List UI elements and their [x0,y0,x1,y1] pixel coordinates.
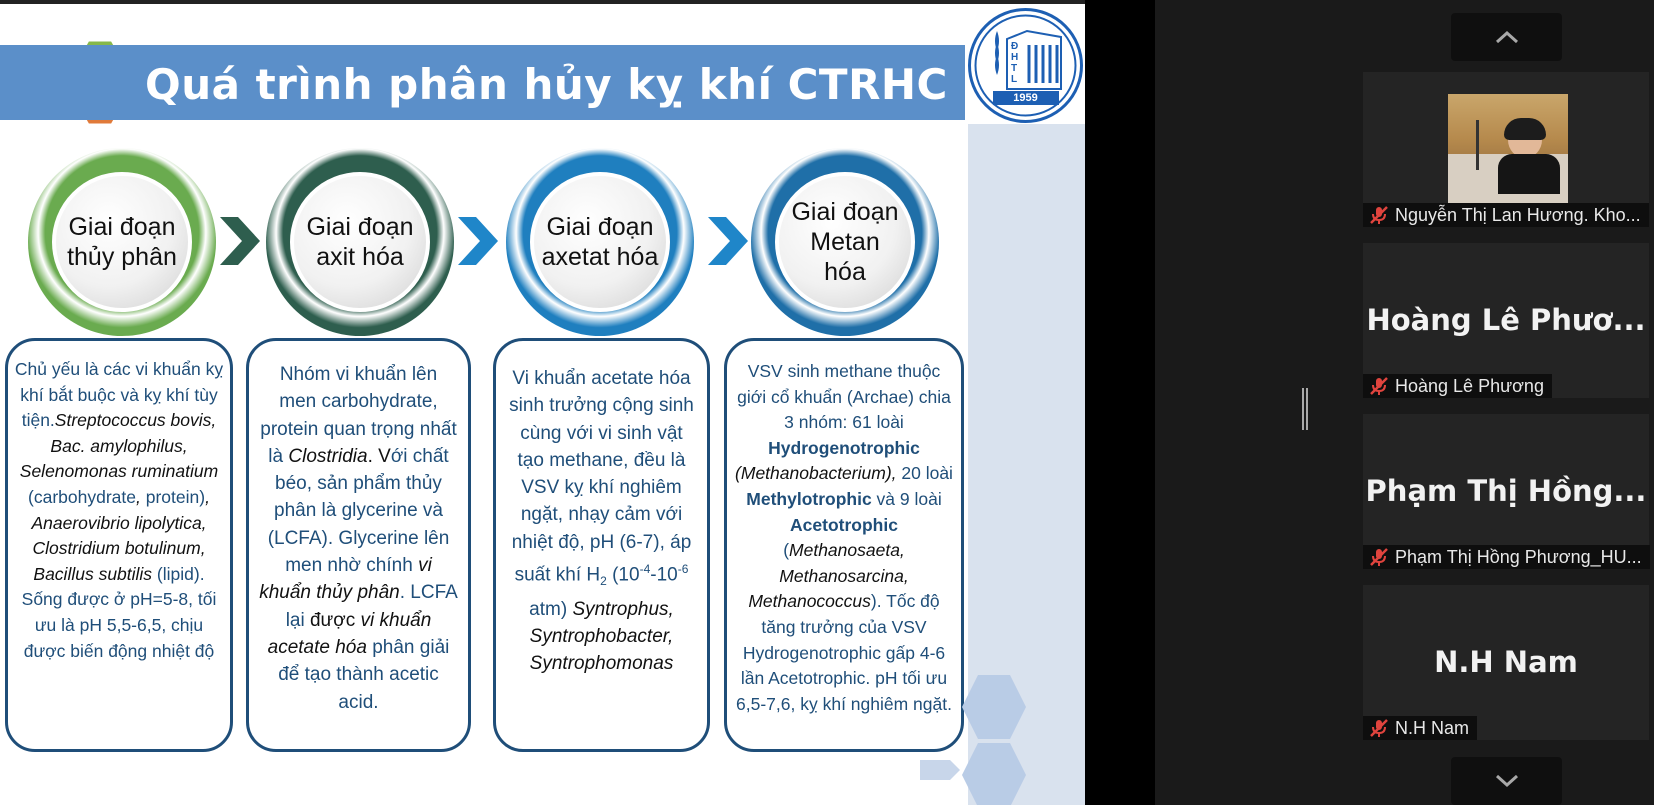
slide-title: Quá trình phân hủy kỵ khí CTRHC [145,60,948,109]
participant-display-name: Hoàng Lê Phươ... [1366,303,1646,337]
stage-label-line: hóa [824,258,866,286]
box-text-segment: Streptococcus bovis, Bac. amylophilus, Selenomonas ruminatium [19,410,219,482]
stage-circle-acetogenesis [506,148,694,336]
participant-name: Nguyễn Thị Lan Hương. Kho... [1395,205,1641,225]
box-text-segment: (Methanobacterium), [735,463,897,484]
participant-name: Phạm Thị Hồng Phương_HU... [1395,547,1642,567]
box-text-segment: Syntrophus, Syntrophobacter, Syntrophomonas [529,598,674,675]
box-text-segment: -10 [650,564,678,586]
panel-resize-handle[interactable] [1302,388,1308,430]
participant-tile[interactable] [1363,243,1649,398]
participant-name: Hoàng Lê Phương [1395,376,1544,396]
stage-description-acidogenesis [246,338,471,752]
stage-label-line: axetat hóa [541,243,659,271]
participant-video [1448,94,1568,206]
scroll-up-button[interactable] [1451,13,1562,61]
chevron-arrow-icon [704,213,752,269]
muted-mic-icon [1369,547,1389,567]
muted-mic-icon [1369,205,1389,225]
stage-label-line: axit hóa [316,243,404,271]
box-text-segment: ới chất béo, sản phẩm thủy phân là glycerine và (LCFA). Glycerine lên men nhờ chính [267,445,450,577]
box-text-segment: Chủ yếu là các vi khuẩn kỵ khí bắt buộc và kỵ khí tùy tiện. [14,359,224,431]
participant-name-label [1363,545,1650,569]
muted-mic-icon [1369,718,1389,738]
box-text-segment: protein) [145,486,206,507]
muted-mic-icon [1369,376,1389,396]
stage-circle-acidogenesis [266,148,454,336]
stage-label-line: Giai đoạn [791,198,899,226]
stage-label-line: thủy phân [67,243,177,271]
slide-top-edge [0,0,1085,4]
chevron-down-icon [1493,772,1521,790]
box-text-segment: , Anaerovibrio lipolytica, Clostridium botulinum, Bacillus subtilis [31,486,210,584]
box-text-segment: , [136,486,146,507]
box-text-segment: Hydrogenotrophic [768,437,920,458]
stage-label-line: Giai đoạn [546,213,654,241]
logo-letters: ĐHTL [1011,41,1019,85]
participant-name-label [1363,374,1552,398]
box-text-segment: Acetotrophic [790,514,898,535]
box-text-segment: Methanosaeta, Methanosarcina, Methanococcus [748,540,909,612]
scroll-down-button[interactable] [1451,757,1562,805]
box-text-segment: vi khuẩn acetate hóa [267,609,432,658]
box-text-segment: . [367,445,379,467]
box-text-segment: . LCFA lại [285,582,458,631]
box-text-segment: atm) [529,598,573,620]
stage-circle-hydrolysis [28,148,216,336]
box-text-segment: Methylotrophic [746,488,872,509]
stage-description-acetogenesis [493,338,710,752]
box-text-segment: ). Tốc độ tăng trưởng của VSV Hydrogenotrophic gấp 4-6 lần Acetotrophic. pH tối ưu 6,5-7,6, kỵ khí nghiêm ngặt. [736,591,952,714]
participant-display-name: Phạm Thị Hồng... [1365,474,1647,508]
box-text-segment: 2 [600,574,607,589]
chevron-arrow-icon [216,213,264,269]
participant-tile[interactable] [1363,585,1649,740]
black-separator [1085,0,1155,805]
stage-description-hydrolysis [5,338,233,752]
box-text-segment: V [378,445,391,467]
stage-label-hydrolysis [52,172,192,312]
stage-label-line: Metan [810,228,880,256]
box-text-segment: (carbohydrate [28,486,137,507]
stage-circle-methanogenesis [751,148,939,336]
box-text-segment: Nhóm vi khuẩn lên men carbohydrate, protein quan trọng nhất là [260,364,457,467]
box-text-segment: Clostridia [288,445,368,467]
box-text-segment: và 9 loài [871,488,942,509]
box-text-segment: Vi khuẩn acetate hóa sinh trưởng cộng sinh cùng với vi sinh vật tạo methane, đều là VSV kỵ khí nghiêm ngặt, nhạy cảm với nhiệt độ, pH (6-7), áp suất khí H [509,368,694,586]
box-text-segment: phân giải để tạo thành acetic acid. [278,636,450,713]
box-text-segment: ( [783,540,790,561]
box-text-segment: (10 [606,564,640,586]
participant-tile[interactable] [1363,72,1649,227]
stage-label-acidogenesis [290,172,430,312]
stage-label-acetogenesis [530,172,670,312]
participant-tile[interactable] [1363,414,1649,569]
chevron-arrow-icon [454,213,502,269]
participant-display-name: N.H Nam [1434,645,1578,679]
box-text-segment: -4 [639,562,651,577]
stage-label-methanogenesis [775,172,915,312]
box-text-segment: -6 [677,562,689,577]
logo-year: 1959 [1013,92,1038,104]
stage-label-line: Giai đoạn [306,213,414,241]
box-text-segment: (lipid). [152,563,205,584]
university-logo [968,8,1083,123]
stage-label-line: Giai đoạn [68,213,176,241]
participant-name-label [1363,203,1649,227]
box-text-segment: Sống được ở pH=5-8, tối ưu là pH 5,5-6,5, chịu được biến động nhiệt độ [21,589,217,661]
participant-name-label [1363,716,1477,740]
chevron-up-icon [1493,28,1521,46]
hexagon-decoration-bottom [920,670,1050,805]
participant-name: N.H Nam [1395,718,1470,738]
box-text-segment: 20 loài [896,463,953,484]
box-text-segment: được [309,609,361,631]
box-text-segment: VSV sinh methane thuộc giới cổ khuẩn (Archae) chia 3 nhóm: 61 loài [737,361,951,433]
box-text-segment: vi khuẩn thủy phân [259,555,432,604]
